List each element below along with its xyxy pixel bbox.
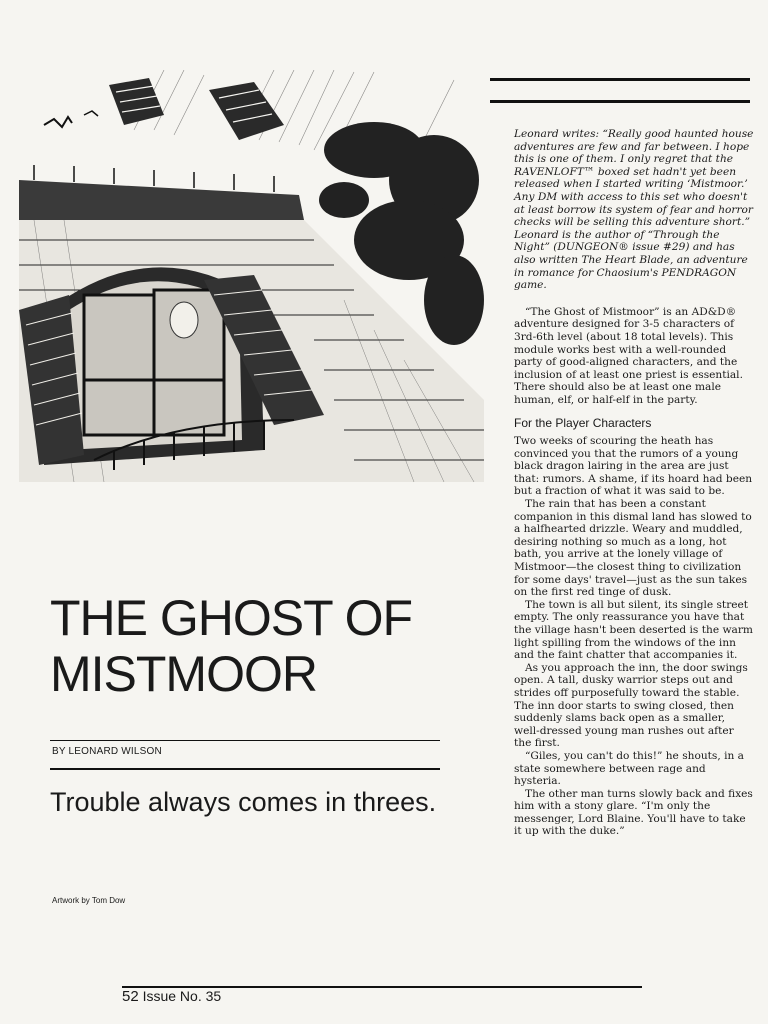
paragraph-2: Two weeks of scouring the heath has convinced you that the rumors of a young black dragon lairing in the area are just that: rumors. A shame, if its hoard had been but a fraction of what it was said to be.: [514, 435, 753, 498]
article-subtitle: Trouble always comes in threes.: [50, 787, 437, 817]
illustration-haunted-house: [14, 70, 484, 482]
article-title: THE GHOST OF MISTMOOR: [50, 590, 413, 702]
paragraph-6: “Giles, you can't do this!” he shouts, in a state somewhere between rage and hysteria.: [514, 749, 744, 788]
paragraph-1: “The Ghost of Mistmoor” is an AD&D® adventure designed for 3-5 characters of 3rd-6th level (about 18 total levels). This module works best with a well-rounded party of good-aligned characters, and the inclusion of at least one priest is essential. There should also be at least one male human, elf, or half-elf in the party.: [514, 305, 743, 406]
top-rule-1: [490, 78, 750, 81]
section-heading: For the Player Characters: [514, 416, 652, 431]
page-number: 52: [122, 988, 139, 1005]
paragraph-7: The other man turns slowly back and fixes him with a stony glare. “I'm only the messenger, Lord Blaine. You'll have to take it up with the duke.”: [514, 787, 753, 838]
title-rule: [50, 740, 440, 741]
page-footer: [122, 988, 221, 1005]
paragraph-5: As you approach the inn, the door swings open. A tall, dusky warrior steps out and strides off purposefully toward the stable. The inn door starts to swing closed, then suddenly slams back open as a smaller, well-dressed young man rushes out after the first.: [514, 661, 748, 750]
byline-rule: [50, 768, 440, 770]
top-rule-2: [490, 100, 750, 103]
art-credit: Artwork by Tom Dow: [52, 896, 126, 905]
issue-label: Issue No. 35: [142, 988, 222, 1004]
text-column: [514, 128, 754, 838]
house-drawing: [14, 70, 484, 482]
paragraph-4: The town is all but silent, its single street empty. The only reassurance you have that the village hasn't been deserted is the warm light spilling from the windows of the inn and the faint chatter that accompanies it.: [514, 598, 753, 662]
byline: BY LEONARD WILSON: [52, 746, 162, 757]
paragraph-3: The rain that has been a constant companion in this dismal land has slowed to a halfhearted drizzle. Weary and muddled, desiring nothing so much as a long, hot bath, you arrive at the lonely village of Mistmoor—the closest thing to civilization for some days' travel—just as the sun takes on the first red tinge of dusk.: [514, 498, 752, 599]
author-intro: Leonard writes: “Really good haunted house adventures are few and far between. I hope this is one of them. I only regret that the RAVENLOFT™ boxed set hadn't yet been released when I started writing ‘Mistmoor.’ Any DM with access to this set who doesn't at least borrow its system of fear and horror checks will be selling this adventure short.” Leonard is the author of “Through the Night” (DUNGEON® issue #29) and has also written The Heart Blade, an adventure in romance for Chaosium's PENDRAGON game.: [514, 128, 754, 292]
